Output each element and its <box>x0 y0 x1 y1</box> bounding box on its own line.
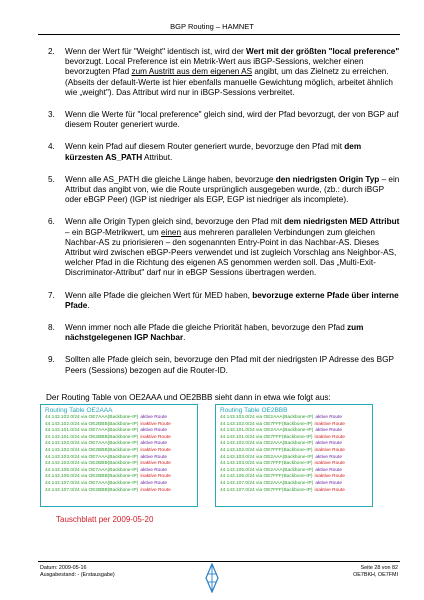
routing-intro-text: Der Routing Table von OE2AAA und OE2BBB sieht dann in etwa wie folgt aus: <box>46 393 331 402</box>
route-status: inaktive Route <box>314 447 345 453</box>
route-entry: 44.143.102.0/24 via OE2AAA(Backbone-IP) <box>220 415 314 420</box>
routing-table-oe2aaa <box>40 404 198 507</box>
route-entry: 44.143.102.0/24 via OE7FFF(Backbone-IP) <box>220 447 313 453</box>
selection-rule-item <box>38 291 400 311</box>
route-status: aktive Route <box>315 428 343 434</box>
rule-number: 7. <box>48 290 55 300</box>
route-entry: 44.143.102.0/24 via OE7FFF(Backbone-IP) <box>220 421 313 427</box>
route-entry: 44.143.103.0/24 via OE7AAA(Backbone-IP) <box>45 454 139 460</box>
route-status: aktive Route <box>140 454 168 460</box>
routing-table-oe2bbb <box>215 404 373 507</box>
route-status: aktive Route <box>140 428 168 434</box>
route-status: inaktive Route <box>140 434 171 440</box>
route-status: inaktive Route <box>314 461 345 467</box>
route-status: aktive Route <box>315 454 343 460</box>
rule-text-segment: Wenn kein Pfad auf diesem Router generiert wurde, bevorzuge den Pfad mit <box>65 142 345 152</box>
rule-number: 6. <box>48 217 55 227</box>
route-row <box>45 428 193 435</box>
route-row <box>220 474 368 481</box>
rule-number: 4. <box>48 142 55 152</box>
rule-text-segment: Wenn alle AS_PATH die gleiche Länge haben, bevorzuge <box>65 174 276 184</box>
route-entry: 44.143.101.0/24 via OE7FFF(Backbone-IP) <box>220 434 313 440</box>
hamnet-logo-icon <box>205 563 219 593</box>
rule-text-segment: Wert mit der größten "local preference" <box>246 47 400 56</box>
rule-text-segment: . <box>87 300 90 310</box>
route-status: inaktive Route <box>140 421 171 427</box>
route-row <box>45 448 193 455</box>
route-status: inaktive Route <box>314 421 345 427</box>
tauschblatt-note: Tauschblatt per 2009-05-20 <box>56 515 154 524</box>
rule-number: 3. <box>48 110 55 120</box>
route-row <box>45 481 193 488</box>
rule-text-segment: bevorzugt. Local Preference ist ein Metrik-Wert aus iBGP-Sessions, welcher einen bevorzugten Pfad <box>65 57 364 77</box>
rule-text-segment: angibt, um das Zielnetz zu erreichen. (Abseits der default-Werte ist hier ebenfalls manuelle Gewichtung möglich, arbeitet ähnlich wie „weight"). Das Attribut wird nur in iBGP-Sessions verbreitet. <box>65 67 393 97</box>
footer-divider <box>38 561 400 562</box>
route-status: aktive Route <box>315 467 343 473</box>
route-entry: 44.143.103.0/24 via OE7FFF(Backbone-IP) <box>220 461 313 467</box>
rule-text-segment: bevorzuge externe Pfade über interne Pfade <box>65 290 399 310</box>
route-entry: 44.143.105.0/24 via OE7FFF(Backbone-IP) <box>220 474 313 480</box>
route-row <box>220 441 368 448</box>
selection-rule-item <box>38 355 400 375</box>
route-row <box>220 488 368 495</box>
rule-text-segment: Attribut. <box>142 152 173 162</box>
rule-text-segment: Wenn alle Origin Typen gleich sind, bevorzuge den Pfad mit <box>65 217 285 227</box>
route-row <box>220 481 368 488</box>
route-status: aktive Route <box>315 480 343 486</box>
route-entry: 44.143.107.0/24 via OE7FFF(Backbone-IP) <box>220 487 313 493</box>
route-status: inaktive Route <box>314 487 345 493</box>
footer-right <box>353 565 398 579</box>
route-row <box>220 461 368 468</box>
footer-edition: Ausgabestand: - (Erstausgabe) <box>40 572 115 578</box>
footer-page-number: Seite 28 von 82 <box>360 565 398 571</box>
route-entry: 44.143.103.0/24 via OE2AAA(Backbone-IP) <box>220 454 314 460</box>
route-entry: 44.143.107.0/24 via OE7AAA(Backbone-IP) <box>45 480 139 486</box>
rule-text-segment: Wenn alle Pfade die gleichen Wert für MED haben, <box>65 290 253 300</box>
route-entry: 44.143.102.0/24 via OE2BBB(Backbone-IP) <box>45 447 139 453</box>
route-row <box>45 474 193 481</box>
route-entry: 44.143.103.0/24 via OE2BBB(Backbone-IP) <box>45 461 139 467</box>
route-status: inaktive Route <box>140 461 171 467</box>
rule-text-segment: – ein Attribut das angibt von, wie die Route ursprünglich ausgegeben wurde, (zb.: durch iBGP oder eBGP Peer) (IGP ist niedriger als EGP, EGP ist niedriger als incomplete). <box>65 174 400 205</box>
route-entry: 44.143.101.0/24 via OE2AAA(Backbone-IP) <box>220 428 314 434</box>
route-entry: 44.143.102.0/24 via OE2AAA(Backbone-IP) <box>220 441 314 447</box>
selection-rule-item <box>38 47 400 98</box>
route-row <box>220 428 368 435</box>
rule-text-segment: zum Austritt aus dem eigenen AS <box>131 67 253 77</box>
selection-rule-item <box>38 175 400 206</box>
rule-number: 9. <box>48 355 55 365</box>
route-status: aktive Route <box>315 415 343 420</box>
rule-text-segment: Wenn die Werte für "local preference" gleich sind, wird der Pfad bevorzugt, der von BGP auf diesem Router generiert wurde. <box>65 110 399 130</box>
rule-text-segment: Wenn der Wert für "Weight" identisch ist, wird der <box>65 47 247 56</box>
route-entry: 44.143.102.0/24 via OE7AAA(Backbone-IP) <box>45 415 139 420</box>
route-status: aktive Route <box>315 441 343 447</box>
route-status: inaktive Route <box>140 447 171 453</box>
route-row <box>45 441 193 448</box>
route-entry: 44.143.105.0/24 via OE7AAA(Backbone-IP) <box>45 467 139 473</box>
route-entry: 44.143.105.0/24 via OE2AAA(Backbone-IP) <box>220 467 314 473</box>
route-row <box>45 488 193 495</box>
rule-text-segment: dem niedrigsten MED Attribut <box>284 217 400 227</box>
rule-number: 5. <box>48 174 55 184</box>
rule-text-segment: – ein BGP-Metrikwert, um <box>65 227 161 237</box>
route-entry: 44.143.107.0/24 via OE2AAA(Backbone-IP) <box>220 480 314 486</box>
route-status: inaktive Route <box>314 434 345 440</box>
route-entry: 44.143.101.0/24 via OE7AAA(Backbone-IP) <box>45 428 139 434</box>
selection-rules-list <box>38 47 400 388</box>
route-entry: 44.143.101.0/24 via OE2BBB(Backbone-IP) <box>45 434 139 440</box>
rule-text-segment: einen <box>161 227 182 237</box>
rule-text-segment: aus mehreren parallelen Verbindungen zum gleichen Nachbar-AS zu priorisieren – den sogenannten Entry-Point in das Nachbar-AS. Dieses Attribut wird zwischen eBGP-Peers verwendet und ist zugleich Vorschlag ans Neighbor-AS, welcher Pfad in die Richtung des eigenen AS genommen werden soll. Das „Multi-Exit-Discriminator-Attribut" darf nur in eBGP Sessions übertragen werden. <box>65 227 397 278</box>
route-entry: 44.143.102.0/24 via OE2BBB(Backbone-IP) <box>45 421 139 427</box>
header-divider <box>38 34 400 35</box>
selection-rule-item <box>38 110 400 130</box>
selection-rule-item <box>38 323 400 343</box>
route-entry: 44.143.102.0/24 via OE7AAA(Backbone-IP) <box>45 441 139 447</box>
route-entry: 44.143.107.0/24 via OE2BBB(Backbone-IP) <box>45 487 139 493</box>
route-status: inaktive Route <box>140 474 171 480</box>
rule-number: 8. <box>48 323 55 333</box>
rule-text-segment: den niedrigsten Origin Typ <box>275 174 380 184</box>
route-status: aktive Route <box>140 467 168 473</box>
rule-text-segment: zum nächstgelegenen IGP Nachbar <box>65 323 364 343</box>
route-status: aktive Route <box>140 415 168 420</box>
rule-text-segment: Sollten alle Pfade gleich sein, bevorzuge den Pfad mit der niedrigsten IP Adresse des BGP Peers (Sessions) bezogen auf die Router-ID. <box>65 355 394 375</box>
rule-text-segment: dem kürzesten AS_PATH <box>65 142 362 162</box>
rule-text-segment: . <box>183 333 186 343</box>
routing-table-title: Routing Table OE2AAA <box>45 407 113 414</box>
route-row <box>45 461 193 468</box>
route-row <box>220 448 368 455</box>
route-status: aktive Route <box>140 441 168 447</box>
route-status: inaktive Route <box>140 487 171 493</box>
page-header-title: BGP Routing – HAMNET <box>170 22 254 31</box>
route-status: aktive Route <box>140 480 168 486</box>
footer-authors: OE7BKH, OE7FMI <box>353 572 398 578</box>
rule-number: 2. <box>48 47 55 56</box>
route-row <box>220 415 368 422</box>
routing-table-title: Routing Table OE2BBB <box>220 407 288 414</box>
route-row <box>45 415 193 422</box>
route-status: inaktive Route <box>314 474 345 480</box>
footer-date: Datum: 2009-05-16 <box>40 565 87 571</box>
rule-text-segment: Wenn immer noch alle Pfade die gleiche Priorität haben, bevorzuge den Pfad <box>65 323 348 333</box>
selection-rule-item <box>38 217 400 278</box>
footer-left <box>40 565 115 579</box>
route-entry: 44.143.105.0/24 via OE2BBB(Backbone-IP) <box>45 474 139 480</box>
selection-rule-item <box>38 142 400 162</box>
